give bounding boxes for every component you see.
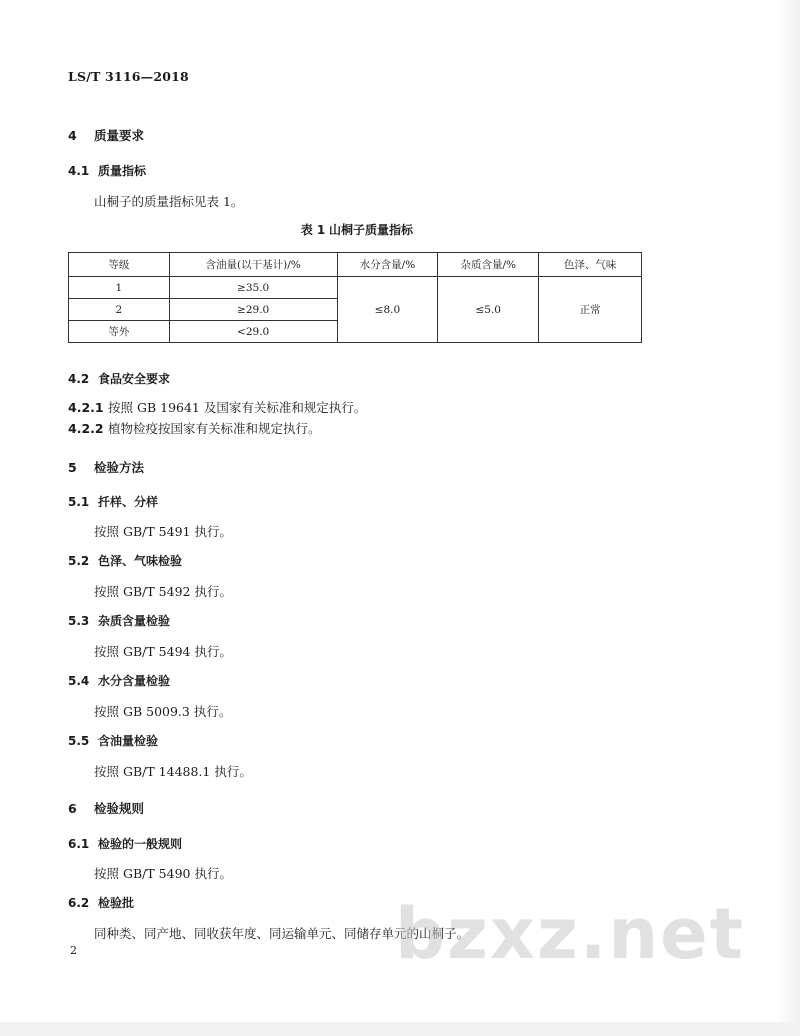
section-title: 检验的一般规则: [98, 837, 183, 851]
section-5-4-heading: [68, 672, 170, 689]
section-title: 杂质含量检验: [98, 614, 171, 628]
cell-grade: 等外: [69, 321, 170, 343]
document-header: LS/T 3116—2018: [68, 69, 189, 84]
cell-grade: 1: [69, 277, 170, 299]
section-number: 5.1: [68, 495, 90, 509]
clause-number: 4.2.1: [68, 400, 104, 415]
section-number: 6: [68, 801, 77, 816]
section-4-heading: [68, 126, 144, 144]
cell-oil: ≥29.0: [169, 299, 337, 321]
section-5-1-text: 按照 GB/T 5491 执行。: [94, 524, 232, 539]
section-5-5-text: 按照 GB/T 14488.1 执行。: [94, 764, 252, 779]
table-title: 山桐子质量指标: [328, 223, 413, 237]
cell-oil: <29.0: [169, 321, 337, 343]
table-caption: [0, 221, 710, 238]
page-bottom-edge: [0, 1022, 800, 1036]
section-title: 检验批: [98, 896, 135, 910]
cell-impurity: ≤5.0: [438, 277, 539, 343]
section-5-4-text: 按照 GB 5009.3 执行。: [94, 704, 232, 719]
section-number: 5: [68, 460, 77, 475]
section-6-1-heading: [68, 835, 182, 852]
section-6-heading: [68, 799, 144, 817]
section-5-1-heading: [68, 493, 158, 510]
section-4-2-1: [68, 398, 366, 416]
section-5-3-heading: [68, 612, 170, 629]
table-header-row: [69, 253, 642, 277]
watermark: bzxz.net: [395, 893, 746, 975]
section-title: 色泽、气味检验: [98, 554, 183, 568]
section-title: 食品安全要求: [98, 372, 171, 386]
section-title: 质量指标: [98, 164, 147, 178]
section-title: 检验方法: [94, 460, 145, 475]
cell-color-odor: 正常: [539, 277, 642, 343]
cell-moisture: ≤8.0: [337, 277, 438, 343]
section-5-5-heading: [68, 732, 158, 749]
section-number: 5.5: [68, 734, 90, 748]
section-6-1-text: 按照 GB/T 5490 执行。: [94, 866, 232, 881]
section-4-1-heading: [68, 162, 146, 179]
section-5-heading: [68, 458, 144, 476]
header-impurity: 杂质含量/%: [438, 253, 539, 277]
section-title: 质量要求: [94, 128, 145, 143]
section-6-2-text: 同种类、同产地、同收获年度、同运输单元、同储存单元的山桐子。: [94, 926, 470, 941]
section-4-2-heading: [68, 370, 170, 387]
clause-number: 4.2.2: [68, 421, 104, 436]
section-number: 6.2: [68, 896, 90, 910]
scan-edge-shade: [778, 0, 800, 1036]
quality-index-table: [68, 252, 642, 343]
section-number: 5.2: [68, 554, 90, 568]
table-number: 表 1: [300, 223, 326, 237]
header-color-odor: 色泽、气味: [539, 253, 642, 277]
clause-text: 植物检疫按国家有关标准和规定执行。: [108, 421, 321, 436]
clause-text: 按照 GB 19641 及国家有关标准和规定执行。: [108, 400, 367, 415]
section-4-1-text: 山桐子的质量指标见表 1。: [94, 194, 244, 209]
section-title: 检验规则: [94, 801, 145, 816]
section-number: 4.2: [68, 372, 90, 386]
header-moisture: 水分含量/%: [337, 253, 438, 277]
cell-grade: 2: [69, 299, 170, 321]
section-number: 5.4: [68, 674, 90, 688]
section-number: 4.1: [68, 164, 90, 178]
section-4-2-2: [68, 419, 321, 437]
section-5-2-heading: [68, 552, 182, 569]
header-oil-content: 含油量(以干基计)/%: [169, 253, 337, 277]
section-6-2-heading: [68, 894, 134, 911]
cell-oil: ≥35.0: [169, 277, 337, 299]
page-number: 2: [70, 944, 77, 957]
section-number: 4: [68, 128, 77, 143]
section-5-2-text: 按照 GB/T 5492 执行。: [94, 584, 232, 599]
section-title: 水分含量检验: [98, 674, 171, 688]
table-row: [69, 277, 642, 299]
header-grade: 等级: [69, 253, 170, 277]
section-title: 扦样、分样: [98, 495, 159, 509]
section-number: 5.3: [68, 614, 90, 628]
section-title: 含油量检验: [98, 734, 159, 748]
section-5-3-text: 按照 GB/T 5494 执行。: [94, 644, 232, 659]
section-number: 6.1: [68, 837, 90, 851]
